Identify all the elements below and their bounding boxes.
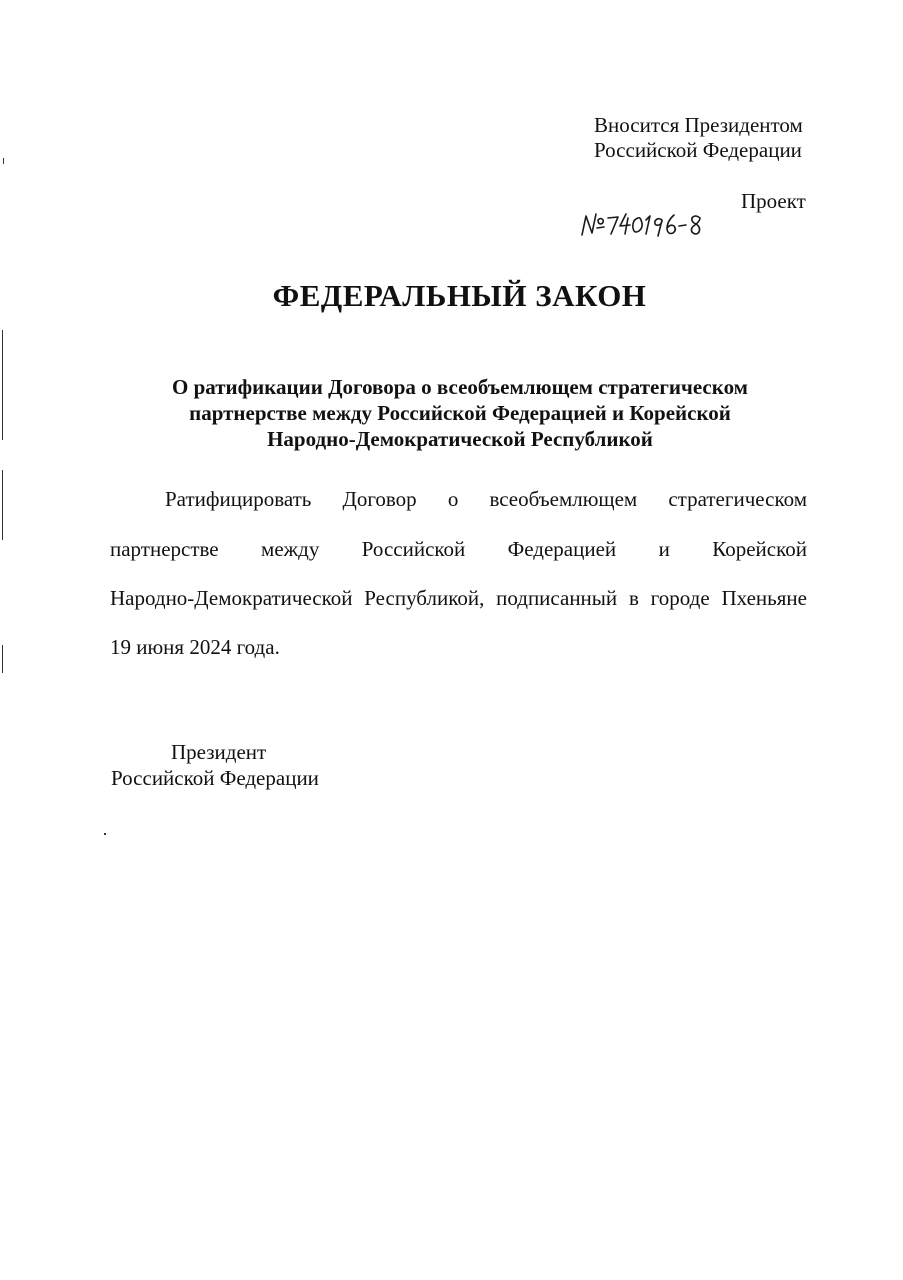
scan-dot <box>104 833 106 835</box>
handwritten-number-signature <box>578 208 718 242</box>
submitted-by-block <box>594 113 803 163</box>
body-word: Договор <box>342 487 417 511</box>
body-word: о <box>447 487 459 511</box>
body-text-line-3 <box>110 585 807 611</box>
body-word: партнерстве <box>110 537 219 561</box>
body-word: Ратифицировать <box>165 487 312 511</box>
scan-edge-mark <box>3 158 4 164</box>
scan-edge-mark <box>2 470 3 540</box>
law-title-line-1: О ратификации Договора о всеобъемлющем стратегическом <box>172 375 748 399</box>
signature-title-line-1: Президент <box>171 740 267 764</box>
body-word: Российской <box>361 537 466 561</box>
body-word: в <box>628 586 639 610</box>
body-text-line-2 <box>110 536 807 562</box>
body-word: всеобъемлющем <box>489 487 638 511</box>
signature-title-line-2: Российской Федерации <box>111 766 319 790</box>
body-word: Федерацией <box>507 537 617 561</box>
body-word: подписанный <box>496 586 618 610</box>
law-title-line-2: партнерстве между Российской Федерацией и Корейской <box>189 401 731 425</box>
document-type-heading: ФЕДЕРАЛЬНЫЙ ЗАКОН <box>272 278 647 313</box>
draft-label: Проект <box>741 189 806 213</box>
body-word: стратегическом <box>668 487 807 511</box>
scan-edge-mark <box>2 645 3 673</box>
submitted-by-line-2: Российской Федерации <box>594 138 802 162</box>
body-word: 19 июня 2024 года. <box>110 635 280 659</box>
body-word: Корейской <box>712 537 807 561</box>
body-word: Республикой, <box>364 586 485 610</box>
law-title <box>140 374 780 452</box>
submitted-by-line-1: Вносится Президентом <box>594 113 803 137</box>
body-text-line-1 <box>165 486 807 512</box>
scan-edge-mark <box>2 330 3 440</box>
body-text-line-4 <box>110 634 807 660</box>
body-word: Народно-Демократической <box>110 586 353 610</box>
body-word: между <box>261 537 320 561</box>
body-word: и <box>658 537 670 561</box>
law-title-line-3: Народно-Демократической Республикой <box>267 427 653 451</box>
body-word: городе <box>650 586 710 610</box>
handwritten-registration-number <box>578 208 718 242</box>
body-word: Пхеньяне <box>721 586 807 610</box>
signature-block <box>111 739 319 791</box>
